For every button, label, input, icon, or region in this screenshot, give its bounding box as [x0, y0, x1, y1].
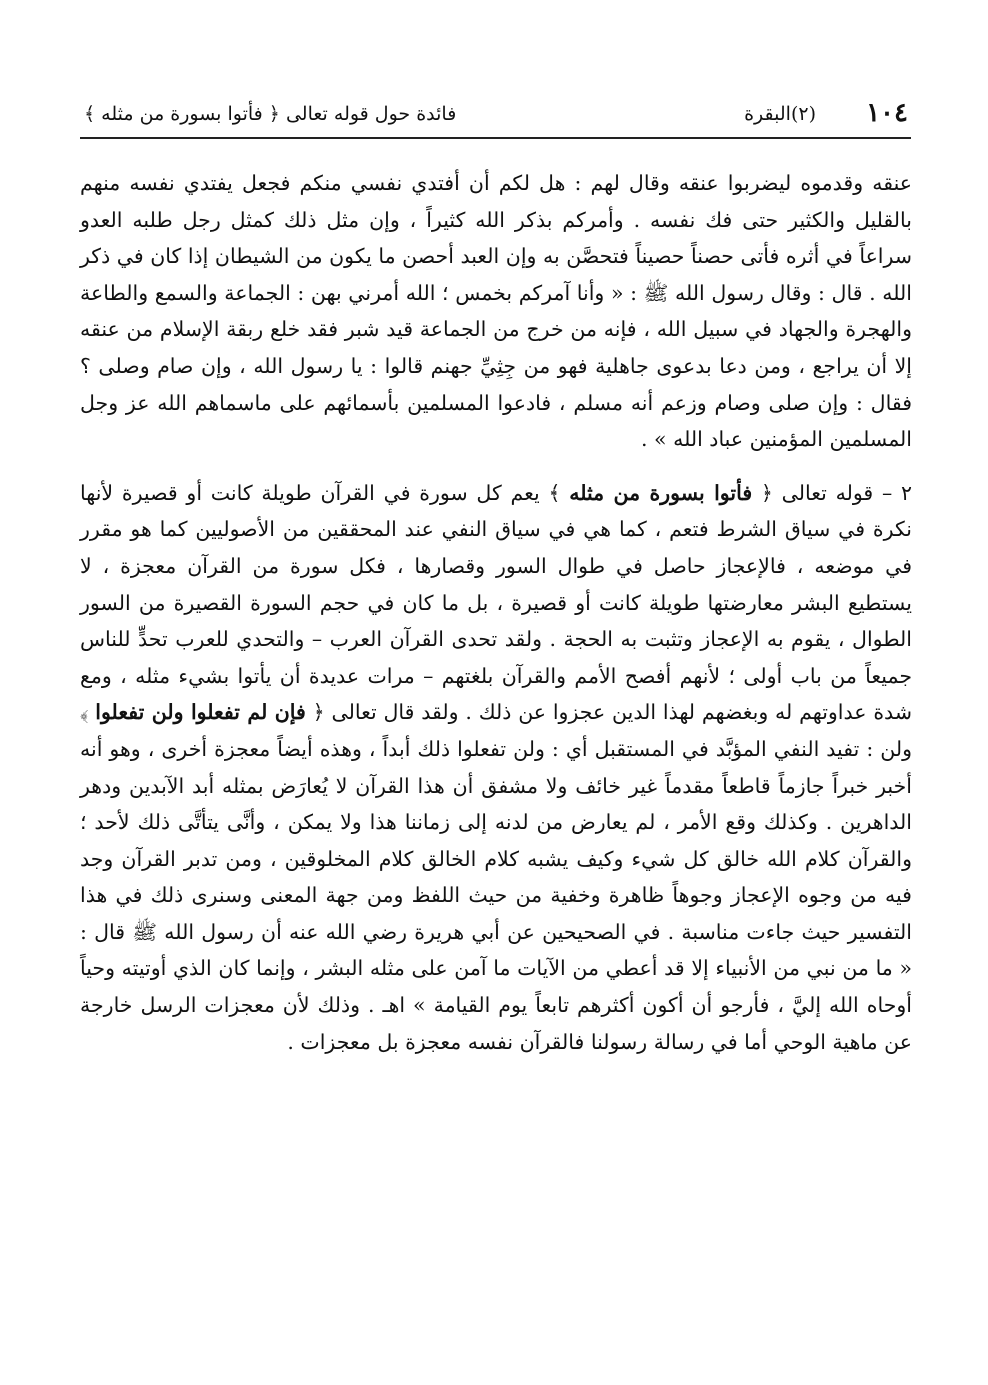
paragraph-text: ٢ – قوله تعالى ﴿	[752, 480, 912, 505]
quran-verse: فإن لم تفعلوا ولن تفعلوا	[95, 700, 306, 725]
paragraph-text: ﴾ ولن : تفيد النفي المؤبَّد في المستقبل أي : ولن تفعلوا ذلك أبداً ، وهذه أيضاً معجزة أخرى ، وهو أنه أخبر خبراً جازماً قاطعاً مقدماً غير خائف ولا مشفق أن هذا القرآن لا يُعارَض بمثله أبد الآبدين ودهر الداهرين . وكذلك وقع الأمر ، لم يعارض من لدنه إلى زماننا هذا ولا يمكن ، وأنَّى يتأتَّى ذلك لأحد ؛ والقرآن كلام الله خالق كل شيء وكيف يشبه كلام الخالق كلام المخلوقين ، ومن تدبر القرآن وجد فيه من وجوه الإعجاز وجوهاً ظاهرة وخفية من حيث اللفظ ومن جهة المعنى وسنرى ذلك في هذا التفسير حيث جاءت مناسبة . في الصحيحين عن أبي هريرة رضي الله عنه أن رسول الله ﷺ قال : « ما من نبي من الأنبياء إلا قد أعطي من الآيات ما آمن على مثله البشر ، وإنما كان الذي أوتيته وحياً أوحاه الله إليَّ ، فأرجو أن أكون أكثرهم تابعاً يوم القيامة » اهـ . وذلك لأن معجزات الرسل خارجة عن ماهية الوحي أما في رسالة رسولنا فالقرآن نفسه معجزة بل معجزات .	[80, 700, 912, 1054]
paragraph-text: عنقه وقدموه ليضربوا عنقه وقال لهم : هل لكم أن أفتدي نفسي منكم فجعل يفتدي نفسه منهم بالقليل والكثير حتى فك نفسه . وأمركم بذكر الله كثيراً ، وإن مثل ذلك كمثل رجل طلبه العدو سراعاً في أثره فأتى حصناً حصيناً فتحصَّن به وإن العبد أحصن ما يكون من الشيطان إذا كان في ذكر الله . قال : وقال رسول الله ﷺ : « وأنا آمركم بخمس ؛ الله أمرني بهن : الجماعة والسمع والطاعة والهجرة والجهاد في سبيل الله ، فإنه من خرج من الجماعة قيد شبر فقد خلع ربقة الإسلام من عنقه إلا أن يراجع ، ومن دعا بدعوى جاهلية فهو من جِثِيِّ جهنم قالوا : يا رسول الله ، وإن صام وصلى ؟ فقال : وإن صلى وصام وزعم أنه مسلم ، فادعوا المسلمين بأسمائهم على ماسماهم الله عز وجل المسلمين المؤمنين عباد الله » .	[80, 171, 912, 452]
running-header	[80, 96, 908, 132]
paragraph-1	[80, 165, 912, 458]
paragraph-2	[80, 475, 912, 1061]
page-number: ١٠٤	[866, 98, 908, 128]
section-title: فائدة حول قوله تعالى ﴿ فأتوا بسورة من مثله ﴾	[84, 103, 457, 125]
header-rule	[80, 137, 911, 139]
body-text	[80, 165, 912, 1060]
quran-verse: فأتوا بسورة من مثله	[569, 480, 753, 505]
sura-name: (٢)البقرة	[744, 103, 816, 125]
paragraph-text: ﴾ يعم كل سورة في القرآن طويلة كانت أو قصيرة لأنها نكرة في سياق الشرط فتعم ، كما هي في سياق النفي عند المحققين من الأصوليين كما هو مقرر في موضعه ، فالإعجاز حاصل في طوال السور وقصارها ، فكل سورة من القرآن معجزة ، لا يستطيع البشر معارضتها طويلة كانت أو قصيرة ، بل ما كان في حجم السورة القصيرة من السور الطوال ، يقوم به الإعجاز وتثبت به الحجة . ولقد تحدى القرآن العرب – والتحدي للعرب تحدٍّ للناس جميعاً من باب أولى ؛ لأنهم أفصح الأمم والقرآن بلغتهم – مرات عديدة أن يأتوا بشيء مثله ، ومع شدة عداوتهم له وبغضهم لهذا الدين عجزوا عن ذلك . ولقد قال تعالى ﴿	[80, 480, 912, 725]
